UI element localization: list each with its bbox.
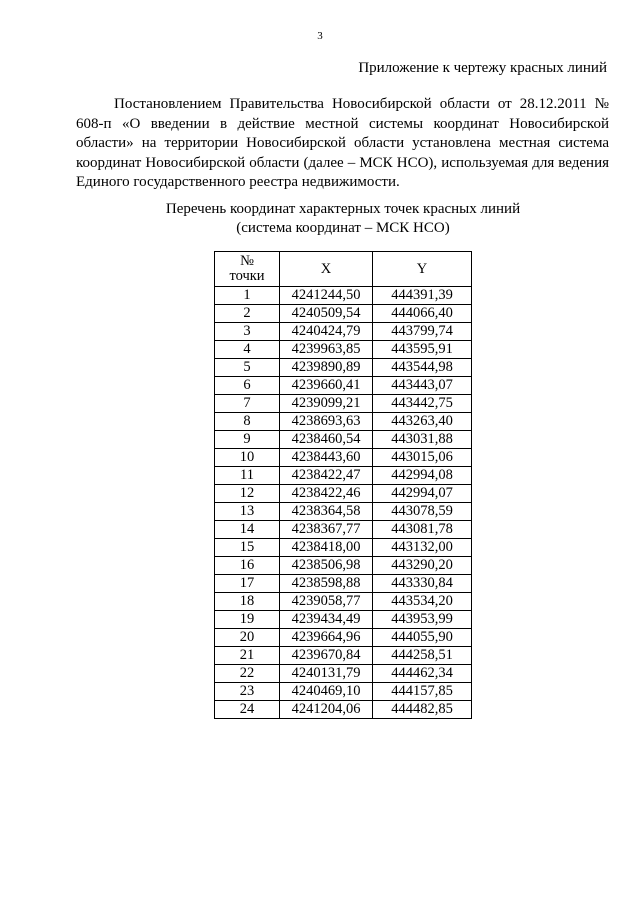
point-number-cell: 15 <box>215 539 280 557</box>
y-coordinate-cell: 444055,90 <box>373 629 472 647</box>
y-coordinate-cell: 443544,98 <box>373 359 472 377</box>
table-row <box>215 539 472 557</box>
appendix-title: Приложение к чертежу красных линий <box>358 60 607 76</box>
point-number-cell: 21 <box>215 647 280 665</box>
x-coordinate-cell: 4238443,60 <box>280 449 373 467</box>
x-coordinate-cell: 4240424,79 <box>280 323 373 341</box>
point-number-cell: 13 <box>215 503 280 521</box>
x-coordinate-cell: 4239890,89 <box>280 359 373 377</box>
y-coordinate-cell: 443081,78 <box>373 521 472 539</box>
table-row <box>215 467 472 485</box>
coordinates-table <box>214 251 472 719</box>
x-coordinate-cell: 4239434,49 <box>280 611 373 629</box>
table-row <box>215 413 472 431</box>
page-number: 3 <box>317 30 323 42</box>
intro-text: Постановлением Правительства Новосибирской области от 28.12.2011 № 608-п «О введении в действие местной системы координат Новосибирской области» на территории Новосибирской области установлена местная система координат Новосибирской области (далее – МСК НСО), используемая для ведения Единого государственного реестра недвижимости. <box>76 96 609 190</box>
point-number-cell: 19 <box>215 611 280 629</box>
table-row <box>215 701 472 719</box>
point-number-cell: 16 <box>215 557 280 575</box>
table-row <box>215 611 472 629</box>
table-row <box>215 449 472 467</box>
y-coordinate-cell: 443534,20 <box>373 593 472 611</box>
list-title-line-1: Перечень координат характерных точек красных линий <box>165 201 521 217</box>
table-row <box>215 665 472 683</box>
x-coordinate-cell: 4238693,63 <box>280 413 373 431</box>
point-number-cell: 7 <box>215 395 280 413</box>
x-coordinate-cell: 4240509,54 <box>280 305 373 323</box>
table-row <box>215 629 472 647</box>
table-body <box>215 287 472 719</box>
x-coordinate-cell: 4239963,85 <box>280 341 373 359</box>
x-coordinate-cell: 4240131,79 <box>280 665 373 683</box>
coordinates-list-title <box>0 200 640 238</box>
y-coordinate-cell: 444391,39 <box>373 287 472 305</box>
table-row <box>215 341 472 359</box>
table-row <box>215 485 472 503</box>
y-coordinate-cell: 442994,07 <box>373 485 472 503</box>
y-coordinate-cell: 443015,06 <box>373 449 472 467</box>
point-number-cell: 8 <box>215 413 280 431</box>
table-row <box>215 287 472 305</box>
y-coordinate-cell: 443290,20 <box>373 557 472 575</box>
y-coordinate-cell: 442994,08 <box>373 467 472 485</box>
table-header-row <box>215 252 472 287</box>
point-number-cell: 23 <box>215 683 280 701</box>
point-number-cell: 1 <box>215 287 280 305</box>
table-row <box>215 647 472 665</box>
table-row <box>215 683 472 701</box>
y-coordinate-cell: 444258,51 <box>373 647 472 665</box>
y-coordinate-cell: 443330,84 <box>373 575 472 593</box>
table-row <box>215 593 472 611</box>
table-row <box>215 305 472 323</box>
point-number-cell: 5 <box>215 359 280 377</box>
x-coordinate-cell: 4238364,58 <box>280 503 373 521</box>
x-coordinate-cell: 4238422,47 <box>280 467 373 485</box>
point-number-cell: 18 <box>215 593 280 611</box>
table-row <box>215 395 472 413</box>
x-coordinate-cell: 4241244,50 <box>280 287 373 305</box>
list-title-line-2: (система координат – МСК НСО) <box>236 220 450 236</box>
y-coordinate-cell: 443132,00 <box>373 539 472 557</box>
x-coordinate-cell: 4238506,98 <box>280 557 373 575</box>
point-number-cell: 17 <box>215 575 280 593</box>
y-coordinate-cell: 443595,91 <box>373 341 472 359</box>
y-coordinate-cell: 444482,85 <box>373 701 472 719</box>
x-coordinate-cell: 4238367,77 <box>280 521 373 539</box>
y-coordinate-cell: 443443,07 <box>373 377 472 395</box>
point-number-cell: 24 <box>215 701 280 719</box>
x-coordinate-cell: 4239058,77 <box>280 593 373 611</box>
x-coordinate-cell: 4241204,06 <box>280 701 373 719</box>
x-coordinate-cell: 4238422,46 <box>280 485 373 503</box>
header-y: Y <box>373 252 472 287</box>
point-number-cell: 2 <box>215 305 280 323</box>
table-row <box>215 431 472 449</box>
x-coordinate-cell: 4238418,00 <box>280 539 373 557</box>
point-number-cell: 20 <box>215 629 280 647</box>
y-coordinate-cell: 443953,99 <box>373 611 472 629</box>
y-coordinate-cell: 443263,40 <box>373 413 472 431</box>
y-coordinate-cell: 443031,88 <box>373 431 472 449</box>
y-coordinate-cell: 443442,75 <box>373 395 472 413</box>
table-row <box>215 575 472 593</box>
y-coordinate-cell: 444066,40 <box>373 305 472 323</box>
point-number-cell: 4 <box>215 341 280 359</box>
table-row <box>215 377 472 395</box>
table-row <box>215 323 472 341</box>
table-row <box>215 521 472 539</box>
table-row <box>215 503 472 521</box>
point-number-cell: 9 <box>215 431 280 449</box>
y-coordinate-cell: 443078,59 <box>373 503 472 521</box>
point-number-cell: 3 <box>215 323 280 341</box>
header-x: X <box>280 252 373 287</box>
point-number-cell: 12 <box>215 485 280 503</box>
x-coordinate-cell: 4239099,21 <box>280 395 373 413</box>
point-number-cell: 11 <box>215 467 280 485</box>
x-coordinate-cell: 4239670,84 <box>280 647 373 665</box>
header-point-number <box>215 252 280 287</box>
header-point-word: точки <box>229 268 265 284</box>
x-coordinate-cell: 4238460,54 <box>280 431 373 449</box>
intro-paragraph <box>76 95 609 193</box>
point-number-cell: 6 <box>215 377 280 395</box>
header-number-symbol: № <box>240 253 254 269</box>
y-coordinate-cell: 444462,34 <box>373 665 472 683</box>
point-number-cell: 22 <box>215 665 280 683</box>
x-coordinate-cell: 4240469,10 <box>280 683 373 701</box>
point-number-cell: 10 <box>215 449 280 467</box>
y-coordinate-cell: 444157,85 <box>373 683 472 701</box>
x-coordinate-cell: 4239660,41 <box>280 377 373 395</box>
table-row <box>215 359 472 377</box>
x-coordinate-cell: 4238598,88 <box>280 575 373 593</box>
x-coordinate-cell: 4239664,96 <box>280 629 373 647</box>
table-row <box>215 557 472 575</box>
point-number-cell: 14 <box>215 521 280 539</box>
y-coordinate-cell: 443799,74 <box>373 323 472 341</box>
